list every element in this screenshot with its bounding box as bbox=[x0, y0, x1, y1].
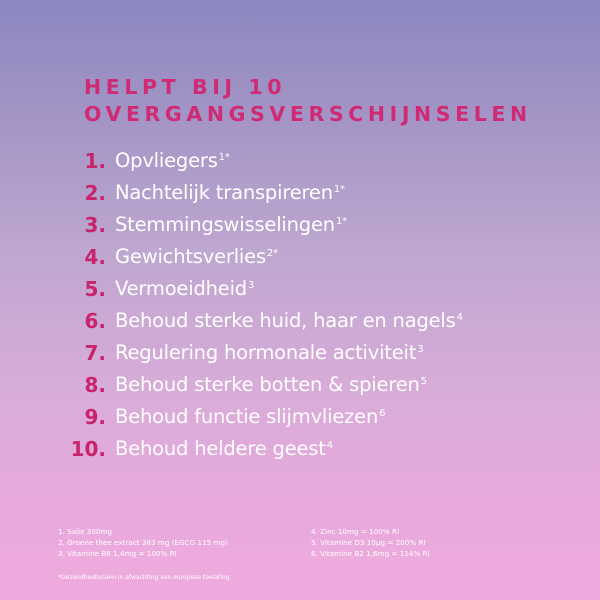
heading-line-2: OVERGANGSVERSCHIJNSELEN bbox=[84, 102, 532, 126]
list-item-text bbox=[115, 401, 385, 433]
list-item-number: 5. bbox=[84, 277, 106, 301]
list-item-text bbox=[115, 369, 427, 401]
list-item-footnote-ref: 4 bbox=[326, 440, 333, 451]
list-item-label: Behoud functie slijmvliezen bbox=[115, 405, 379, 428]
list-item-label: Behoud sterke huid, haar en nagels bbox=[115, 309, 456, 332]
list-item-number: 10. bbox=[70, 437, 106, 461]
footnote: 3. Vitamine B6 1,4mg = 100% RI bbox=[58, 549, 177, 558]
list-item bbox=[68, 241, 588, 273]
list-item-label: Regulering hormonale activiteit bbox=[115, 341, 417, 364]
list-item-text bbox=[115, 177, 345, 209]
list-item-number: 1. bbox=[84, 149, 106, 173]
list-item-label: Gewichtsverlies bbox=[115, 245, 266, 268]
list-item-number: 2. bbox=[84, 181, 106, 205]
list-item-label: Vermoeidheid bbox=[115, 277, 247, 300]
footnote: 5. Vitamine D3 10µg = 200% RI bbox=[311, 538, 426, 547]
list-item-text bbox=[115, 273, 254, 305]
list-item-number: 8. bbox=[84, 373, 106, 397]
list-item-label: Nachtelijk transpireren bbox=[115, 181, 333, 204]
benefits-list bbox=[68, 145, 588, 465]
list-item-text bbox=[115, 433, 333, 465]
list-item-footnote-ref: 6 bbox=[379, 408, 386, 419]
health-claim-disclaimer: *Gezondheidsclaim in afwachting van europese toelating bbox=[58, 574, 230, 581]
list-item bbox=[68, 337, 588, 369]
list-item-number: 9. bbox=[84, 405, 106, 429]
list-item-footnote-ref: 1* bbox=[335, 216, 347, 227]
list-item-footnote-ref: 3 bbox=[247, 280, 255, 291]
list-item bbox=[68, 433, 588, 465]
list-item-text bbox=[115, 209, 347, 241]
list-item-label: Behoud heldere geest bbox=[115, 437, 326, 460]
list-item-text bbox=[115, 337, 423, 369]
heading-line-1: HELPT BIJ 10 bbox=[84, 75, 287, 99]
footnote: 6. Vitamine B2 1,6mg = 114% RI bbox=[311, 549, 430, 558]
footnotes-right-column bbox=[311, 527, 526, 560]
list-item-footnote-ref: 1* bbox=[333, 184, 345, 195]
list-item bbox=[68, 209, 588, 241]
heading bbox=[84, 74, 554, 128]
footnote: 2. Groene thee extract 383 mg (EGCG 115 mg) bbox=[58, 538, 228, 547]
list-item-number: 7. bbox=[84, 341, 106, 365]
list-item-number: 6. bbox=[84, 309, 106, 333]
list-item bbox=[68, 177, 588, 209]
list-item-footnote-ref: 3 bbox=[417, 344, 424, 355]
list-item bbox=[68, 145, 588, 177]
list-item-number: 3. bbox=[84, 213, 106, 237]
list-item-footnote-ref: 2* bbox=[266, 248, 278, 259]
list-item-footnote-ref: 1* bbox=[218, 152, 230, 163]
list-item-text bbox=[115, 241, 278, 273]
footnote: 1. Salie 300mg bbox=[58, 527, 113, 536]
footnote: 4. Zinc 10mg = 100% RI bbox=[311, 527, 400, 536]
list-item-label: Stemmingswisselingen bbox=[115, 213, 335, 236]
list-item bbox=[68, 369, 588, 401]
list-item-text bbox=[115, 145, 230, 177]
list-item-footnote-ref: 5 bbox=[420, 376, 427, 387]
list-item-label: Behoud sterke botten & spieren bbox=[115, 373, 420, 396]
list-item-label: Opvliegers bbox=[115, 149, 218, 172]
list-item-text bbox=[115, 305, 463, 337]
list-item bbox=[68, 273, 588, 305]
footnotes-left-column bbox=[58, 527, 298, 560]
list-item-number: 4. bbox=[84, 245, 106, 269]
list-item bbox=[68, 401, 588, 433]
list-item bbox=[68, 305, 588, 337]
list-item-footnote-ref: 4 bbox=[456, 312, 463, 323]
